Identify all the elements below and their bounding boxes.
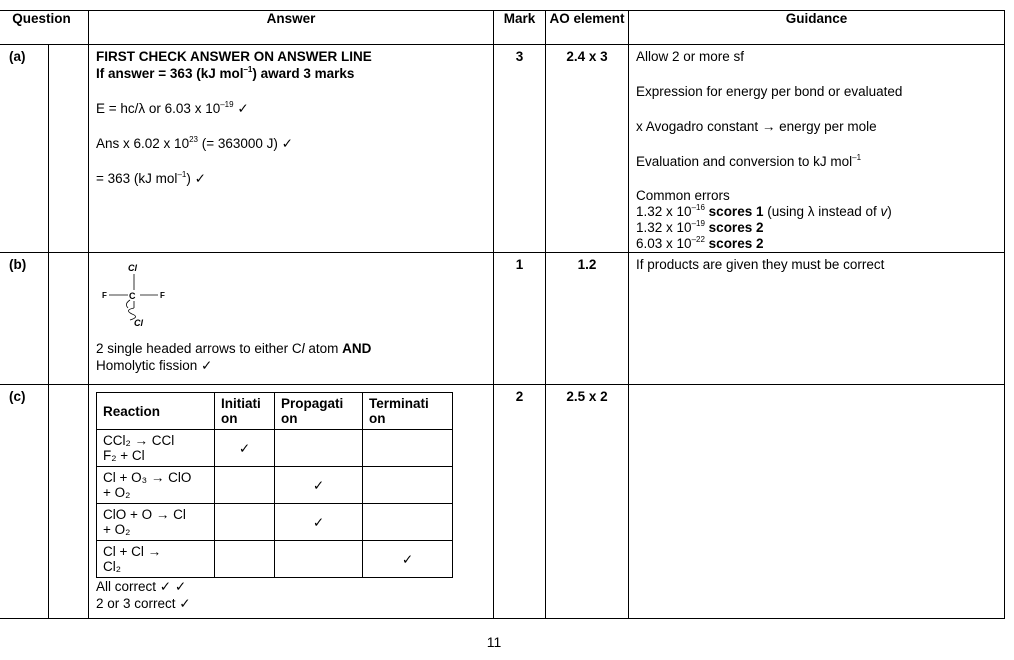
- guidance-line: Evaluation and conversion to kJ mol$^{-1}$: [636, 153, 862, 169]
- initiation-tick: [215, 541, 275, 578]
- common-error-line: 1.32 x $10^{-16}$ scores 1 (using λ instead of v): [636, 203, 892, 219]
- termination-tick: [363, 430, 453, 467]
- initiation-tick: [215, 504, 275, 541]
- answer-cell-b: [89, 253, 494, 385]
- initiation-tick: ✓: [215, 430, 275, 467]
- subpart-cell-c: [49, 385, 89, 619]
- page-number: 11: [486, 634, 502, 650]
- ao-b: 1.2: [546, 253, 629, 385]
- ao-c: 2.5 x 2: [546, 385, 629, 619]
- diagram-f-left: F: [102, 291, 107, 300]
- table-row-a: [0, 45, 1005, 253]
- molecule-diagram: [94, 258, 184, 334]
- reaction-header: Reaction: [97, 393, 215, 430]
- propagation-tick: [275, 430, 363, 467]
- part-label-b: (b): [0, 253, 49, 385]
- reaction-equation: ClO + O → Cl + O₂: [97, 504, 215, 541]
- answer-cell-a: [89, 45, 494, 253]
- reaction-row: [97, 430, 453, 467]
- guidance-line: Expression for energy per bond or evaluated: [636, 84, 903, 99]
- diagram-cl-bottom: Cl: [134, 318, 144, 328]
- answer-award-line: If answer = 363 (kJ mol$^{-1}$) award 3 marks: [96, 65, 355, 81]
- answer-instruction: FIRST CHECK ANSWER ON ANSWER LINE: [96, 49, 372, 64]
- common-error-line: 6.03 x $10^{-22}$ scores 2: [636, 235, 764, 251]
- common-errors-heading: Common errors: [636, 188, 730, 203]
- reaction-row: [97, 467, 453, 504]
- guidance-cell-b: If products are given they must be correct: [629, 253, 1005, 385]
- mark-scheme-table: [0, 10, 1005, 619]
- table-row-c: [0, 385, 1005, 619]
- termination-tick: [363, 467, 453, 504]
- guidance-line: x Avogadro constant → energy per mole: [636, 119, 877, 134]
- initiation-header: Initiati on: [215, 393, 275, 430]
- reaction-equation: Cl + Cl → Cl₂: [97, 541, 215, 578]
- diagram-cl-top: Cl: [128, 263, 138, 273]
- guidance-cell-a: [629, 45, 1005, 253]
- part-label-a: (a): [0, 45, 49, 253]
- propagation-tick: [275, 541, 363, 578]
- answer-line-energy: E = hc/λ or 6.03 x $10^{-19}$ ✓: [96, 100, 249, 116]
- propagation-tick: ✓: [275, 467, 363, 504]
- two-three-correct-line: 2 or 3 correct ✓: [96, 596, 191, 611]
- all-correct-line: All correct ✓ ✓: [96, 579, 187, 594]
- answer-b-line1: 2 single headed arrows to either Cl atom AND: [96, 341, 372, 356]
- propagation-tick: ✓: [275, 504, 363, 541]
- reaction-equation: CCl₂ → CCl F₂ + Cl: [97, 430, 215, 467]
- header-mark: Mark: [494, 11, 546, 45]
- termination-tick: ✓: [363, 541, 453, 578]
- answer-line-avogadro: Ans x 6.02 x $10^{23}$ (= 363000 J) ✓: [96, 135, 293, 151]
- termination-tick: [363, 504, 453, 541]
- subpart-cell-b: [49, 253, 89, 385]
- mark-b: 1: [494, 253, 546, 385]
- half-arrow-icon: [126, 300, 130, 308]
- mark-a: 3: [494, 45, 546, 253]
- reaction-classification-table: [96, 392, 453, 578]
- propagation-header: Propagati on: [275, 393, 363, 430]
- reaction-row: [97, 541, 453, 578]
- header-ao-element: AO element: [546, 11, 629, 45]
- diagram-c: C: [129, 291, 136, 301]
- reaction-equation: Cl + O₃ → ClO + O₂: [97, 467, 215, 504]
- header-answer: Answer: [89, 11, 494, 45]
- termination-header: Terminati on: [363, 393, 453, 430]
- answer-line-result: = 363 (kJ mol$^{-1}$) ✓: [96, 170, 206, 186]
- common-error-line: 1.32 x $10^{-19}$ scores 2: [636, 219, 764, 235]
- header-row: [0, 11, 1005, 45]
- subpart-cell-a: [49, 45, 89, 253]
- answer-cell-c: [89, 385, 494, 619]
- header-guidance: Guidance: [629, 11, 1005, 45]
- guidance-line: Allow 2 or more sf: [636, 49, 745, 64]
- header-question: Question: [0, 11, 89, 45]
- diagram-f-right: F: [160, 291, 165, 300]
- part-label-c: (c): [0, 385, 49, 619]
- reaction-row: [97, 504, 453, 541]
- table-row-b: [0, 253, 1005, 385]
- mark-c: 2: [494, 385, 546, 619]
- answer-b-line2: Homolytic fission ✓: [96, 358, 213, 373]
- reaction-header-row: [97, 393, 453, 430]
- initiation-tick: [215, 467, 275, 504]
- ao-a: 2.4 x 3: [546, 45, 629, 253]
- guidance-cell-c: [629, 385, 1005, 619]
